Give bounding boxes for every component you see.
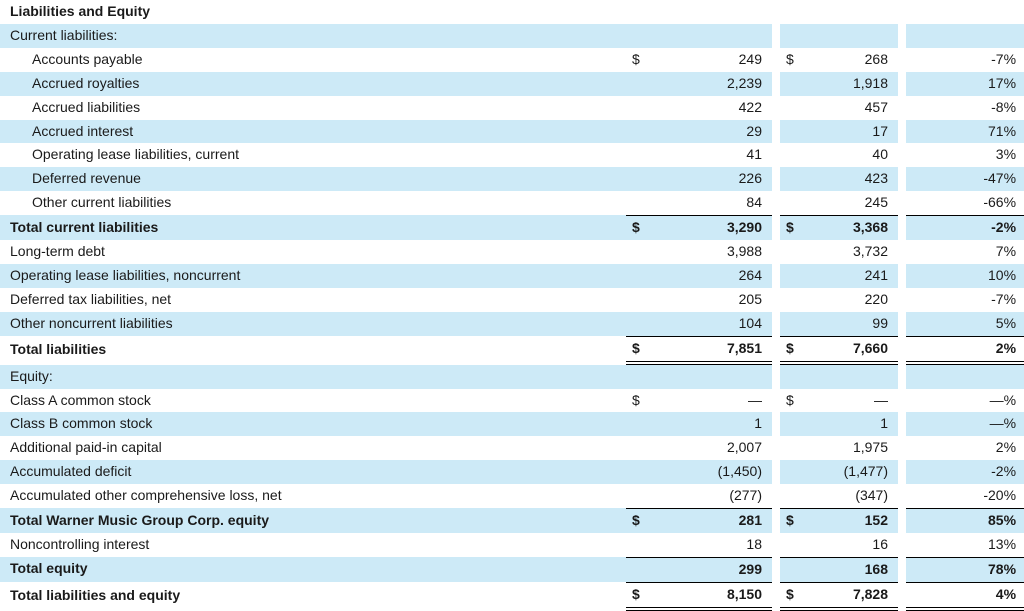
currency-symbol [626,72,666,96]
column-gap [898,389,906,413]
percent-change: -20% [983,487,1017,504]
row-label: Class B common stock [0,412,626,436]
column-gap [772,533,780,557]
currency-symbol [780,412,810,436]
row-label: Operating lease liabilities, current [32,146,239,163]
percent-change: 7% [995,243,1017,260]
value-prior: 220 [864,290,888,307]
value-prior [810,24,898,48]
table-row [0,312,1024,336]
value-prior: 457 [864,98,888,115]
row-label: Accumulated other comprehensive loss, net [10,487,282,504]
column-gap [772,412,780,436]
table-row [0,240,1024,264]
value-prior: 268 [864,50,888,67]
value-prior: 1 [810,412,898,436]
currency-symbol: $ [780,336,810,365]
value-current: 29 [666,120,772,144]
column-gap [898,96,906,120]
value-prior: 168 [810,557,898,582]
currency-symbol: $ [786,50,794,67]
row-label: Accumulated deficit [0,460,626,484]
column-gap [898,412,906,436]
column-gap [772,240,780,264]
currency-symbol: $ [632,391,640,408]
table-row [0,460,1024,484]
table-row [0,48,1024,72]
row-label: Total Warner Music Group Corp. equity [0,508,626,533]
currency-symbol [780,96,810,120]
currency-symbol [626,191,666,215]
column-gap [898,264,906,288]
column-gap [772,191,780,215]
row-label: Accrued liabilities [32,98,141,115]
column-gap [772,96,780,120]
row-label: Other noncurrent liabilities [0,312,626,336]
currency-symbol [780,484,810,508]
value-current: (1,450) [666,460,772,484]
currency-symbol: $ [626,336,666,365]
value-current: 7,851 [666,336,772,365]
value-prior: 241 [810,264,898,288]
row-label: Total equity [0,557,626,582]
column-gap [898,143,906,167]
table-row [0,191,1024,215]
title-row [0,0,1024,24]
currency-symbol [780,72,810,96]
currency-symbol [626,557,666,582]
currency-symbol [626,24,666,48]
value-current [666,24,772,48]
currency-symbol: $ [780,582,810,611]
row-label: Class A common stock [10,391,151,408]
value-prior [810,365,898,389]
percent-change: 4% [906,582,1024,611]
currency-symbol [626,240,666,264]
value-current: 264 [666,264,772,288]
currency-symbol [780,24,810,48]
percent-change: -47% [906,167,1024,191]
column-gap [772,336,780,365]
column-gap [772,365,780,389]
percent-change: -8% [991,98,1017,115]
row-label: Current liabilities: [0,24,626,48]
value-prior: 7,660 [810,336,898,365]
currency-symbol [780,436,810,460]
percent-change: -7% [991,290,1017,307]
percent-change: 5% [906,312,1024,336]
column-gap [772,167,780,191]
currency-symbol [780,264,810,288]
column-gap [772,582,780,611]
percent-change: 2% [995,439,1017,456]
currency-symbol [626,484,666,508]
currency-symbol [780,460,810,484]
currency-symbol [626,460,666,484]
value-current: 3,290 [666,215,772,240]
value-prior: 16 [872,535,888,552]
column-gap [772,312,780,336]
table-row [0,288,1024,312]
column-gap [898,48,906,72]
value-current: 41 [746,146,762,163]
value-current [666,365,772,389]
percent-change [906,365,1024,389]
column-gap [898,533,906,557]
table-row [0,436,1024,460]
column-gap [898,120,906,144]
row-label: Additional paid-in capital [10,439,162,456]
column-gap [772,389,780,413]
currency-symbol [780,312,810,336]
currency-symbol [626,436,666,460]
row-label: Operating lease liabilities, noncurrent [0,264,626,288]
percent-change: 71% [906,120,1024,144]
value-current: 104 [666,312,772,336]
currency-symbol [780,240,810,264]
currency-symbol [780,533,810,557]
column-gap [898,436,906,460]
value-prior: 3,368 [810,215,898,240]
percent-change: 85% [906,508,1024,533]
table-row [0,389,1024,413]
percent-change: —% [906,412,1024,436]
value-current: 84 [746,194,762,211]
column-gap [898,557,906,582]
value-prior: 40 [872,146,888,163]
table-row [0,412,1024,436]
column-gap [772,557,780,582]
column-gap [898,167,906,191]
currency-symbol [626,288,666,312]
row-label: Total liabilities and equity [10,587,181,604]
table-row [0,365,1024,389]
value-prior: 17 [810,120,898,144]
row-label: Noncontrolling interest [10,535,150,552]
value-current: 18 [746,535,762,552]
currency-symbol [780,143,810,167]
currency-symbol [626,167,666,191]
value-prior: (347) [855,487,888,504]
column-gap [772,436,780,460]
percent-change: -66% [983,194,1017,211]
value-current: 422 [738,98,762,115]
currency-symbol [780,288,810,312]
value-prior: — [874,391,888,408]
row-label: Accounts payable [32,50,143,67]
percent-change: 78% [906,557,1024,582]
value-current: 299 [666,557,772,582]
currency-symbol: $ [780,215,810,240]
row-label: Accrued royalties [0,72,626,96]
value-prior: 1,918 [810,72,898,96]
table-title: Liabilities and Equity [10,3,151,19]
currency-symbol [626,533,666,557]
row-label: Other current liabilities [32,194,172,211]
value-current: 205 [738,290,762,307]
column-gap [772,508,780,533]
currency-symbol: $ [626,582,666,611]
column-gap [898,24,906,48]
value-current: 249 [738,50,762,67]
table-row [0,508,1024,533]
column-gap [772,120,780,144]
percent-change: 2% [906,336,1024,365]
value-prior: 1,975 [852,439,888,456]
row-label: Deferred revenue [0,167,626,191]
currency-symbol [626,365,666,389]
column-gap [898,582,906,611]
table-row [0,215,1024,240]
table-row [0,264,1024,288]
column-gap [772,143,780,167]
row-label: Deferred tax liabilities, net [10,290,172,307]
currency-symbol [626,312,666,336]
row-label: Equity: [0,365,626,389]
value-current: — [748,391,762,408]
column-gap [772,72,780,96]
currency-symbol [780,167,810,191]
currency-symbol [626,143,666,167]
currency-symbol [780,120,810,144]
percent-change: -2% [906,460,1024,484]
table-row [0,143,1024,167]
table-row [0,582,1024,611]
table-row [0,533,1024,557]
value-prior: 99 [810,312,898,336]
currency-symbol: $ [786,391,794,408]
percent-change: 17% [906,72,1024,96]
column-gap [898,365,906,389]
table-row [0,72,1024,96]
value-current: 3,988 [726,243,762,260]
value-current: 2,239 [666,72,772,96]
column-gap [772,460,780,484]
currency-symbol: $ [626,215,666,240]
column-gap [898,240,906,264]
currency-symbol: $ [626,508,666,533]
currency-symbol [626,412,666,436]
row-label: Accrued interest [0,120,626,144]
percent-change: 3% [995,146,1017,163]
column-gap [772,48,780,72]
column-gap [898,336,906,365]
row-label: Total current liabilities [0,215,626,240]
table-row [0,557,1024,582]
row-label: Long-term debt [10,243,105,260]
value-prior: 245 [864,194,888,211]
column-gap [898,484,906,508]
value-current: 1 [666,412,772,436]
value-prior: (1,477) [810,460,898,484]
value-current: 226 [666,167,772,191]
value-current: 2,007 [726,439,762,456]
currency-symbol [626,264,666,288]
percent-change [906,24,1024,48]
table-row [0,24,1024,48]
percent-change: 10% [906,264,1024,288]
currency-symbol: $ [780,508,810,533]
table-row [0,96,1024,120]
currency-symbol: $ [632,50,640,67]
table-row [0,167,1024,191]
percent-change: -7% [991,50,1017,67]
currency-symbol [780,365,810,389]
column-gap [898,191,906,215]
value-current: (277) [729,487,762,504]
currency-symbol [626,96,666,120]
table-row [0,484,1024,508]
value-prior: 3,732 [852,243,888,260]
table-row [0,120,1024,144]
percent-change: -2% [906,215,1024,240]
column-gap [898,72,906,96]
table-row [0,336,1024,365]
percent-change: —% [989,391,1017,408]
value-current: 8,150 [666,582,772,611]
value-prior: 7,828 [810,582,898,611]
column-gap [898,288,906,312]
currency-symbol [626,120,666,144]
value-current: 281 [666,508,772,533]
column-gap [772,484,780,508]
column-gap [898,460,906,484]
row-label: Total liabilities [10,341,107,358]
value-prior: 423 [810,167,898,191]
column-gap [772,264,780,288]
currency-symbol [780,557,810,582]
column-gap [898,508,906,533]
percent-change: 13% [988,535,1017,552]
column-gap [898,215,906,240]
value-prior: 152 [810,508,898,533]
column-gap [772,215,780,240]
currency-symbol [780,191,810,215]
column-gap [898,312,906,336]
column-gap [772,24,780,48]
column-gap [772,288,780,312]
